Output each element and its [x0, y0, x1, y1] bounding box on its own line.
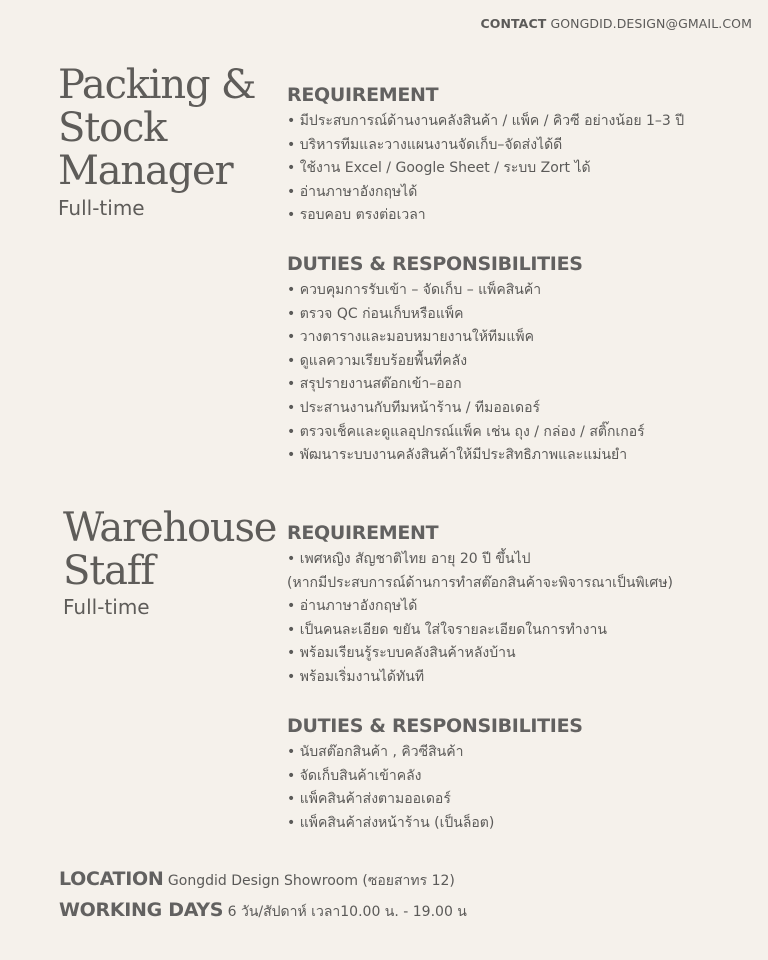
list-item: • รอบคอบ ตรงต่อเวลา: [287, 207, 426, 224]
working-days-value: 6 วัน/สัปดาห์ เวลา10.00 น. - 19.00 น: [227, 904, 467, 920]
list-item: • แพ็คสินค้าส่งตามออเดอร์: [287, 791, 451, 808]
location-line: [59, 868, 455, 892]
list-item: • มีประสบการณ์ด้านงานคลังสินค้า / แพ็ค / คิวซี อย่างน้อย 1–3 ปี: [287, 113, 685, 129]
list-item: • เพศหญิง สัญชาติไทย อายุ 20 ปี ขึ้นไป: [287, 551, 531, 567]
location-label: LOCATION: [59, 868, 164, 890]
list-item: • อ่านภาษาอังกฤษได้: [287, 598, 418, 615]
job1-duties-section: [287, 251, 757, 468]
list-item: • เป็นคนละเอียด ขยัน ใส่ใจรายละเอียดในการทำงาน: [287, 621, 607, 638]
duties-list: [287, 279, 757, 468]
list-item: • วางตารางและมอบหมายงานให้ทีมแพ็ค: [287, 329, 535, 346]
list-item: • พร้อมเริ่มงานได้ทันที: [287, 668, 425, 685]
job-title-line: Manager: [58, 148, 233, 194]
list-item: • ประสานงานกับทีมหน้าร้าน / ทีมออเดอร์: [287, 399, 541, 416]
job-title-packing-stock-manager: [58, 64, 255, 193]
duties-heading: DUTIES & RESPONSIBILITIES: [287, 715, 583, 737]
list-item: • ตรวจเช็คและดูแลอุปกรณ์แพ็ค เช่น ถุง / กล่อง / สติ๊กเกอร์: [287, 423, 645, 440]
job2-duties-section: [287, 713, 757, 835]
list-item: • สรุปรายงานสต๊อกเข้า–ออก: [287, 376, 462, 393]
job-title-line: Stock: [58, 105, 167, 151]
contact-email[interactable]: GONGDID.DESIGN@GMAIL.COM: [550, 16, 752, 31]
job-title-warehouse-staff: [63, 507, 276, 593]
list-item: • ตรวจ QC ก่อนเก็บหรือแพ็ค: [287, 305, 464, 322]
list-item: • ควบคุมการรับเข้า – จัดเก็บ – แพ็คสินค้า: [287, 282, 542, 298]
location-value: Gongdid Design Showroom (ซอยสาทร 12): [167, 873, 455, 889]
requirement-heading: REQUIREMENT: [287, 522, 439, 544]
list-item-note: (หากมีประสบการณ์ด้านการทำสต๊อกสินค้าจะพิจารณาเป็นพิเศษ): [287, 574, 674, 591]
requirement-heading: REQUIREMENT: [287, 84, 439, 106]
list-item: • นับสต๊อกสินค้า , คิวซีสินค้า: [287, 744, 464, 760]
working-days-label: WORKING DAYS: [59, 899, 224, 921]
job-title-line: Staff: [63, 548, 154, 594]
duties-heading: DUTIES & RESPONSIBILITIES: [287, 253, 583, 275]
contact-label: CONTACT: [480, 16, 547, 31]
list-item: • จัดเก็บสินค้าเข้าคลัง: [287, 767, 422, 784]
list-item: • บริหารทีมและวางแผนงานจัดเก็บ–จัดส่งได้ดี: [287, 136, 563, 153]
list-item: • อ่านภาษาอังกฤษได้: [287, 183, 418, 200]
list-item: • ดูแลความเรียบร้อยพื้นที่คลัง: [287, 352, 468, 369]
job-type: Full-time: [63, 595, 150, 619]
job-title-line: Warehouse: [63, 505, 277, 551]
list-item: • แพ็คสินค้าส่งหน้าร้าน (เป็นล็อต): [287, 814, 495, 831]
job-title-line: Packing &: [58, 62, 256, 108]
requirement-list: [287, 548, 757, 690]
requirement-list: [287, 110, 757, 228]
list-item: • ใช้งาน Excel / Google Sheet / ระบบ Zort ได้: [287, 160, 591, 177]
contact-info: [480, 16, 752, 31]
duties-list: [287, 741, 757, 835]
list-item: • พร้อมเรียนรู้ระบบคลังสินค้าหลังบ้าน: [287, 645, 516, 662]
working-days-line: [59, 899, 467, 923]
job-type: Full-time: [58, 196, 145, 220]
list-item: • พัฒนาระบบงานคลังสินค้าให้มีประสิทธิภาพและแม่นยำ: [287, 447, 628, 464]
job1-requirement-section: [287, 82, 757, 228]
job2-requirement-section: [287, 520, 757, 690]
